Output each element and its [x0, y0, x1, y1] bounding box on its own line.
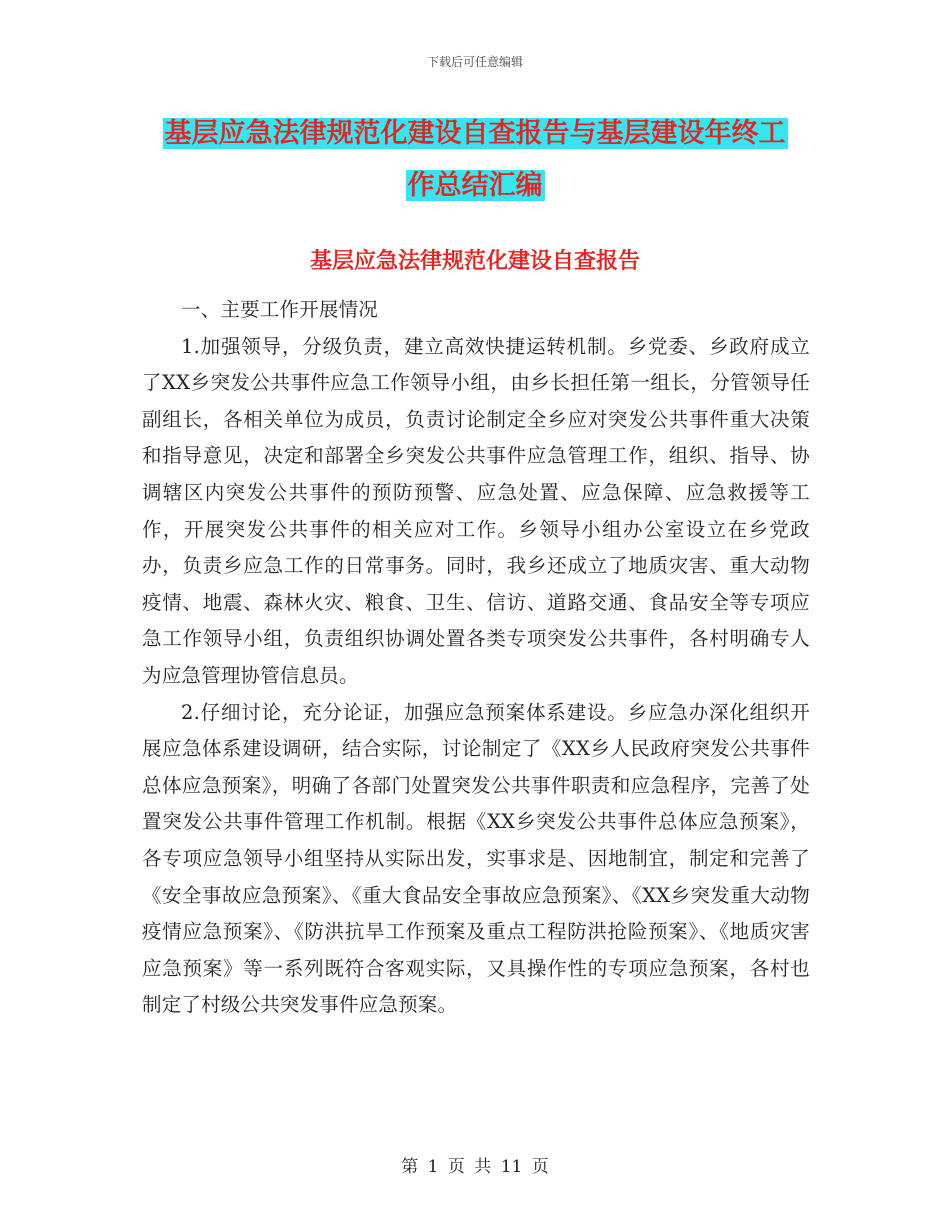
section-title: 基层应急法律规范化建设自查报告 — [309, 249, 640, 274]
paragraph-1: 1.加强领导，分级负责，建立高效快捷运转机制。乡党委、乡政府成立了XX乡突发公共事件应急工作领导小组，由乡长担任第一组长，分管领导任副组长，各相关单位为成员，负责讨论制定全乡应对突发公共事件重大决策和指导意见，决定和部署全乡突发公共事件应急管理工作，组织、指导、协调辖区内突发公共事件的预防预警、应急处置、应急保障、应急救援等工作，开展突发公共事件的相关应对工作。乡领导小组办公室设立在乡党政办，负责乡应急工作的日常事务。同时，我乡还成立了地质灾害、重大动物疫情、地震、森林火灾、粮食、卫生、信访、道路交通、食品安全等专项应急工作领导小组，负责组织协调处置各类专项突发公共事件，各村明确专人为应急管理协管信息员。 — [142, 334, 810, 687]
paragraph-2: 2.仔细讨论，充分论证，加强应急预案体系建设。乡应急办深化组织开展应急体系建设调研，结合实际，讨论制定了《XX乡人民政府突发公共事件总体应急预案》，明确了各部门处置突发公共事件职责和应急程序，完善了处置突发公共事件管理工作机制。根据《XX乡突发公共事件总体应急预案》，各专项应急领导小组坚持从实际出发，实事求是、因地制宜，制定和完善了《安全事故应急预案》、《重大食品安全事故应急预案》、《XX乡突发重大动物疫情应急预案》、《防洪抗旱工作预案及重点工程防洪抢险预案》、《地质灾害应急预案》等一系列既符合客观实际，又具操作性的专项应急预案，各村也制定了村级公共突发事件应急预案。 — [142, 700, 810, 1017]
page-footer: 第 1 页 共 11 页 — [401, 1157, 549, 1177]
title-line-1: 基层应急法律规范化建设自查报告与基层建设年终工 — [164, 118, 786, 149]
document-body — [142, 292, 810, 1024]
title-line-2: 作总结汇编 — [407, 170, 543, 201]
header-note: 下载后可任意编辑 — [426, 55, 523, 69]
subheading-main-work: 一、主要工作开展情况 — [181, 298, 379, 321]
document-title — [130, 108, 820, 212]
